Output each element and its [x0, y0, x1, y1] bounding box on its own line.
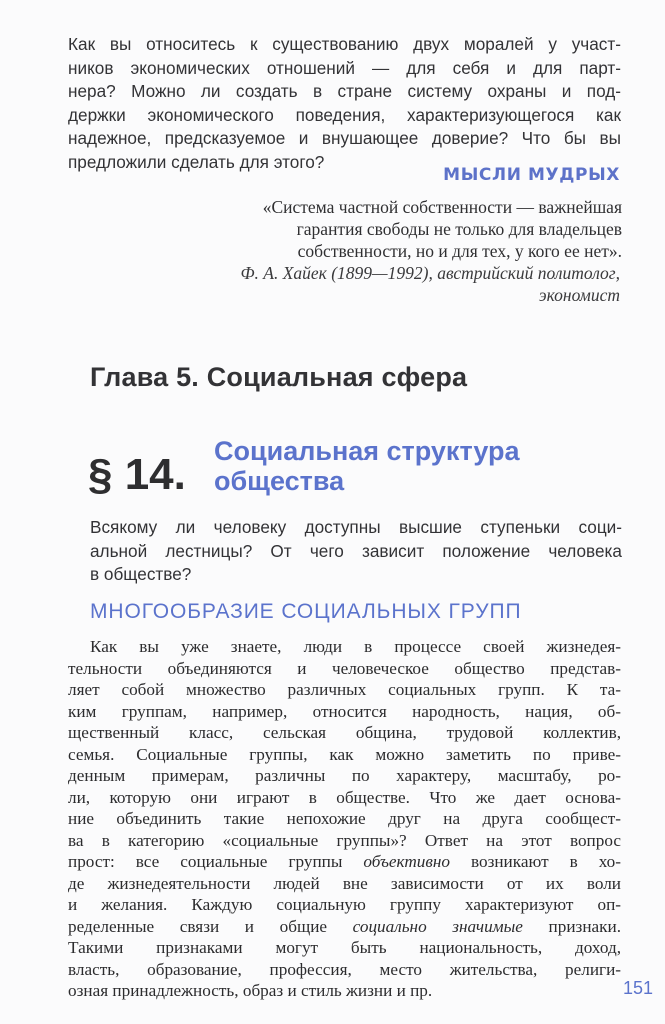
lead-line: в обществе?: [90, 564, 192, 584]
intro-line: Как вы относитесь к существованию двух моралей у участ-: [68, 34, 621, 54]
lead-questions: [90, 516, 622, 587]
intro-line: держки экономического поведения, характеризующегося как: [68, 104, 621, 125]
body-text-run: возникают в хо-: [449, 852, 622, 871]
quote-line: «Система частной собственности — важнейшая: [262, 197, 622, 217]
body-line: озная принадлежность, образ и стиль жизни и пр.: [68, 981, 433, 1000]
section-heading: МНОГООБРАЗИЕ СОЦИАЛЬНЫХ ГРУПП: [90, 600, 522, 623]
quote-line: собственности, но и для тех, у кого ее нет».: [297, 241, 622, 261]
body-line: тельности объединяются и человеческое общество представ-: [68, 658, 621, 678]
body-line: ляет собой множество различных социальных групп. К та-: [68, 680, 621, 699]
body-line: ние объединить такие непохожие друг на друга сообщест-: [68, 809, 621, 828]
body-line: Как вы уже знаете, люди в процессе своей жизнедея-: [90, 637, 621, 656]
intro-line: нера? Можно ли создать в стране систему охраны и под-: [68, 81, 621, 101]
body-text-run: ределенные связи и общие: [68, 916, 353, 936]
body-line: власть, образование, профессия, место жительства, религи-: [68, 959, 621, 979]
body-line: щественный класс, сельская община, трудовой коллектив,: [68, 723, 621, 742]
hayek-quote: [150, 196, 622, 262]
body-line: ва в категорию «социальные группы»? Ответ на этот вопрос: [68, 830, 621, 850]
lead-line: альной лестницы? От чего зависит положение человека: [90, 540, 622, 561]
emphasis-objectively: объективно: [363, 852, 450, 871]
author-line: Ф. А. Хайек (1899—1992), австрийский политолог,: [240, 263, 620, 283]
body-line: [68, 851, 621, 873]
wise-thoughts-heading: МЫСЛИ МУДРЫХ: [443, 165, 620, 185]
page-number: 151: [622, 978, 653, 998]
body-line: ким группам, например, относится народность, нация, об-: [68, 701, 621, 721]
intro-line: ников экономических отношений — для себя и для парт-: [68, 57, 621, 78]
lead-line: Всякому ли человеку доступны высшие ступеньки соци-: [90, 517, 622, 537]
chapter-title: Глава 5. Социальная сфера: [90, 362, 468, 392]
paragraph-title-line: Социальная структура: [214, 436, 520, 466]
intro-question-paragraph: [68, 33, 621, 174]
emphasis-socially-significant: социально значимые: [352, 916, 523, 936]
paragraph-title-line: общества: [214, 466, 345, 496]
body-line: денным примерам, различны по характеру, масштабу, ро-: [68, 766, 621, 785]
body-line: семья. Социальные группы, как можно заметить по приве-: [68, 744, 621, 764]
quote-line: гарантия свободы не только для владельцев: [296, 219, 622, 239]
body-line: ли, которую они играют в обществе. Что же дает основа-: [68, 787, 621, 807]
intro-line: надежное, предсказуемое и внушающее доверие? Что бы вы: [68, 128, 621, 148]
body-line: и желания. Каждую социальную группу характеризуют оп-: [68, 895, 621, 914]
body-line: Такими признаками могут быть национальность, доход,: [68, 938, 621, 957]
body-line: де жизнедеятельности людей вне зависимости от их воли: [68, 873, 621, 893]
paragraph-number: § 14.: [88, 450, 186, 499]
body-text-run: прост: все социальные группы: [68, 852, 364, 871]
intro-line: предложили сделать для этого?: [68, 151, 325, 172]
body-text-run: признаки.: [522, 916, 621, 936]
body-line: [68, 916, 621, 938]
body-text: [68, 636, 621, 1002]
author-line: экономист: [538, 285, 620, 305]
quote-author: [200, 262, 620, 306]
paragraph-title: [214, 436, 520, 496]
